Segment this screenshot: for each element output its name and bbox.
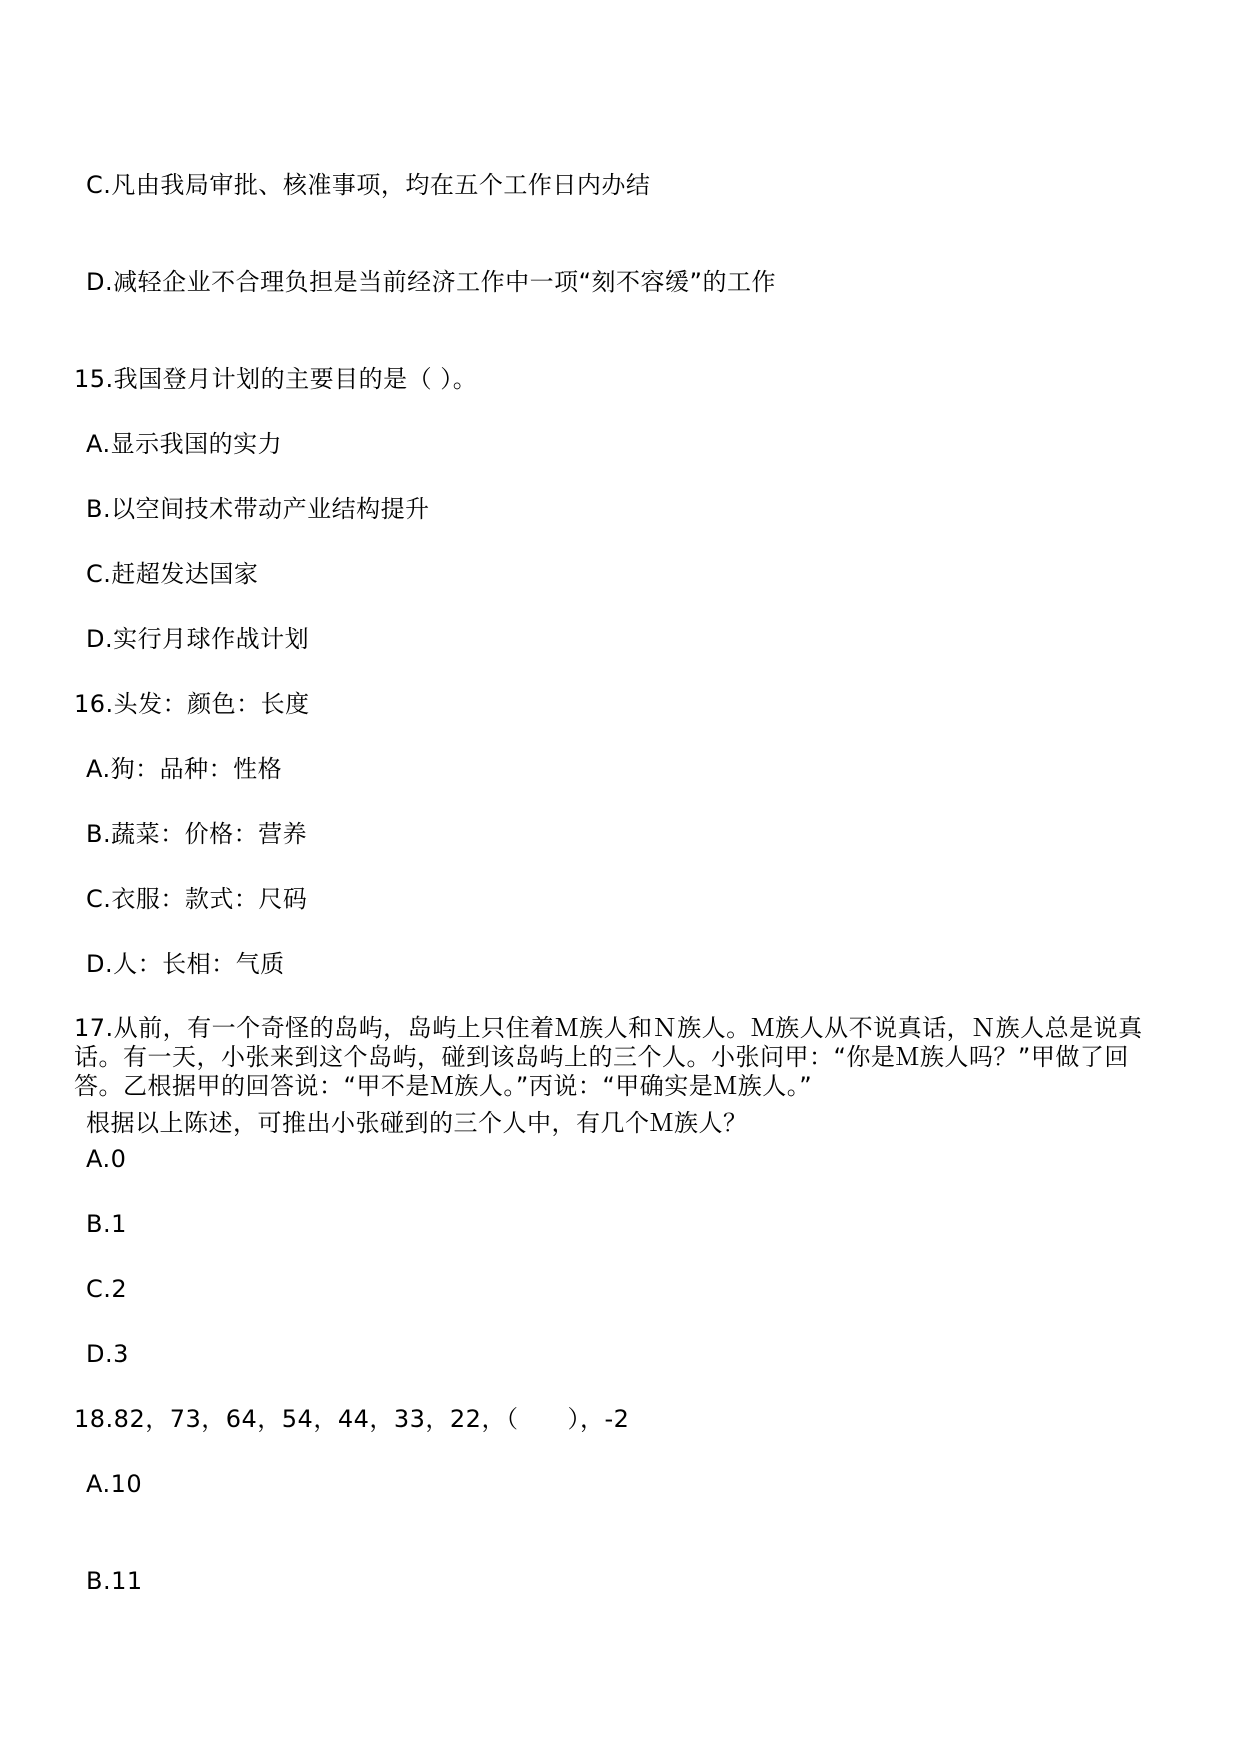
- question-16: 16.头发：颜色：长度: [74, 690, 310, 718]
- question-16-option-a: A.狗：品种：性格: [86, 755, 283, 783]
- question-16-option-c: C.衣服：款式：尺码: [86, 885, 308, 913]
- question-16-option-b: B.蔬菜：价格：营养: [86, 820, 308, 848]
- question-17: 17.从前，有一个奇怪的岛屿，岛屿上只住着Ｍ族人和Ｎ族人。Ｍ族人从不说真话，Ｎ族人总是说真话。有一天，小张来到这个岛屿，碰到该岛屿上的三个人。小张问甲：“你是Ｍ族人吗？”甲做了回答。乙根据甲的回答说：“甲不是Ｍ族人。”丙说：“甲确实是Ｍ族人。”: [74, 1014, 1143, 1100]
- question-15-option-d: D.实行月球作战计划: [86, 625, 310, 653]
- question-15: 15.我国登月计划的主要目的是（ ）。: [74, 365, 478, 393]
- question-18-option-a: A.10: [86, 1470, 143, 1498]
- question-15-option-b: B.以空间技术带动产业结构提升: [86, 495, 430, 523]
- question-17-option-c: C.2: [86, 1275, 128, 1303]
- option-c-previous: C.凡由我局审批、核准事项，均在五个工作日内办结: [86, 171, 651, 199]
- question-17-subquestion: 根据以上陈述，可推出小张碰到的三个人中，有几个Ｍ族人？: [86, 1109, 748, 1137]
- question-15-option-c: C.赶超发达国家: [86, 560, 259, 588]
- question-17-option-a: A.0: [86, 1145, 127, 1173]
- question-15-option-a: A.显示我国的实力: [86, 430, 283, 458]
- question-17-option-d: D.3: [86, 1340, 129, 1368]
- option-d-previous: D.减轻企业不合理负担是当前经济工作中一项“刻不容缓”的工作: [86, 268, 776, 296]
- question-18-option-b: B.11: [86, 1567, 143, 1595]
- question-16-option-d: D.人：长相：气质: [86, 950, 285, 978]
- question-17-option-b: B.1: [86, 1210, 127, 1238]
- question-18: 18.82，73，64，54，44，33，22，（ ），-2: [74, 1405, 630, 1433]
